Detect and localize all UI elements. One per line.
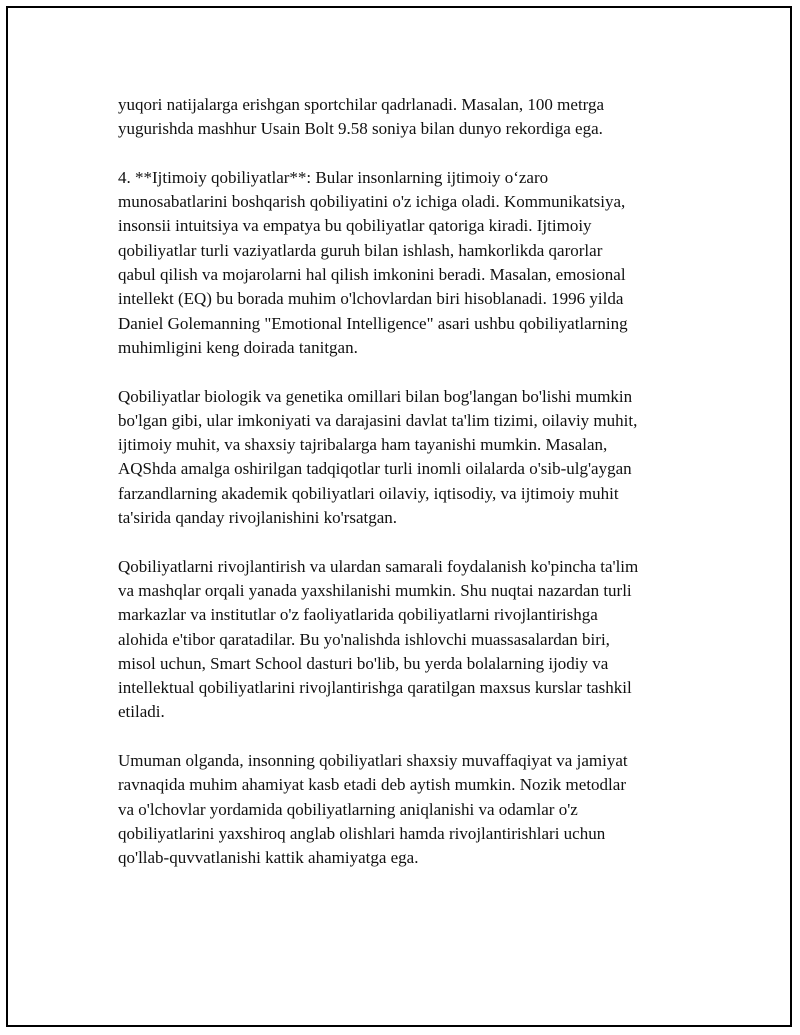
paragraph-social-abilities: 4. **Ijtimoiy qobiliyatlar**: Bular insonlarning ijtimoiy o‘zaro munosabatlarini boshqarish qobiliyatini o'z ichiga oladi. Kommunikatsiya, insonsii intuitsiya va empatya bu qobiliyatlar qatoriga kiradi. Ijtimoiy qobiliyatlar turli vaziyatlarda guruh bilan ishlash, hamkorlikda qarorlar qabul qilish va mojarolarni hal qilish imkonini beradi. Masalan, emosional intellekt (EQ) bu borada muhim o'lchovlardan biri hisoblanadi. 1996 yilda Daniel Golemanning "Emotional Intelligence" asari ushbu qobiliyatlarning muhimligini keng doirada tanitgan. <box>118 167 628 357</box>
paragraph-conclusion: Umuman olganda, insonning qobiliyatlari shaxsiy muvaffaqiyat va jamiyat ravnaqida muhim ahamiyat kasb etadi deb aytish mumkin. Nozik metodlar va o'lchovlar yordamida qobiliyatlarning aniqlanishi va odamlar o'z qobiliyatlarini yaxshiroq anglab olishlari hamda rivojlantirishlari uchun qo'llab-quvvatlanishi kattik ahamiyatga ega. <box>118 751 628 868</box>
document-body <box>118 93 693 895</box>
paragraph-biological-factors: Qobiliyatlar biologik va genetika omillari bilan bog'langan bo'lishi mumkin bo'lgan gibi, ular imkoniyati va darajasini davlat ta'lim tizimi, oilaviy muhit, ijtimoiy muhit, va shaxsiy tajribalarga ham tayanishi mumkin. Masalan, AQShda amalga oshirilgan tadqiqotlar turli inomli oilalarda o'sib-ulg'aygan farzandlarning akademik qobiliyatlari oilaviy, iqtisodiy, va ijtimoiy muhit ta'sirida qanday rivojlanishini ko'rsatgan. <box>118 386 638 528</box>
paragraph-sports-achievements: yuqori natijalarga erishgan sportchilar qadrlanadi. Masalan, 100 metrga yugurishda mashhur Usain Bolt 9.58 soniya bilan dunyo rekordiga ega. <box>118 95 605 139</box>
paragraph-developing-abilities: Qobiliyatlarni rivojlantirish va ulardan samarali foydalanish ko'pincha ta'lim va mashqlar orqali yanada yaxshilanishi mumkin. Shu nuqtai nazardan turli markazlar va institutlar o'z faoliyatlarida qobiliyatlarni rivojlantirishga alohida e'tibor qaratadilar. Bu yo'nalishda ishlovchi muassasalardan biri, misol uchun, Smart School dasturi bo'lib, bu yerda bolalarning ijodiy va intellektual qobiliyatlarini rivojlantirishga qaratilgan maxsus kurslar tashkil etiladi. <box>118 556 639 722</box>
